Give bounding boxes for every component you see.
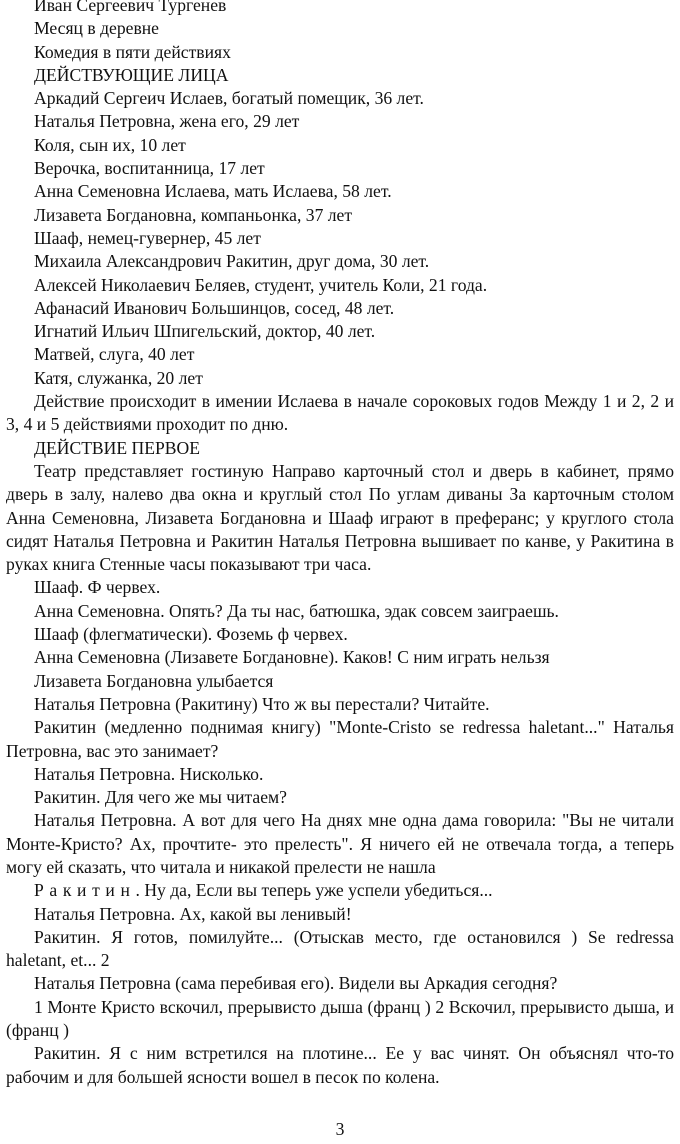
footnote: 1 Монте Кристо вскочил, прерывисто дыша (франц ) 2 Вскочил, прерывисто дыша, и (франц ) bbox=[6, 996, 674, 1041]
dialogue-line: Ракитин (медленно поднимая книгу) "Monte-Cristo se redressa haletant..." Наталья Петровна, вас это занимает? bbox=[6, 717, 674, 761]
dialogue-line: Наталья Петровна. Ах, какой вы ленивый! bbox=[34, 903, 352, 924]
page-number: 3 bbox=[335, 1119, 345, 1139]
document-page bbox=[6, 0, 674, 1089]
spaced-speaker-name: Ракитин bbox=[34, 880, 136, 901]
cast-item: Аркадий Сергеич Ислаев, богатый помещик, 36 лет. bbox=[34, 88, 424, 109]
dialogue-line: Анна Семеновна (Лизавете Богдановне). Каков! С ним играть нельзя bbox=[34, 647, 550, 668]
cast-item: Катя, служанка, 20 лет bbox=[34, 367, 203, 388]
cast-item: Матвей, слуга, 40 лет bbox=[34, 344, 195, 365]
dialogue-line: Наталья Петровна (Ракитину) Что ж вы перестали? Читайте. bbox=[34, 693, 490, 714]
dialogue-line: Лизавета Богдановна улыбается bbox=[34, 670, 274, 691]
dialogue-line: Наталья Петровна. Нисколько. bbox=[34, 763, 264, 784]
dialogue-line-spaced bbox=[6, 879, 674, 902]
dialogue-line: Шааф (флегматически). Фоземь ф червех. bbox=[34, 624, 348, 645]
author-line: Иван Сергеевич Тургенев bbox=[34, 0, 227, 15]
dialogue-line: Шааф. Ф червех. bbox=[34, 577, 161, 598]
stage-direction: Театр представляет гостиную Направо карточный стол и дверь в кабинет, прямо дверь в залу, налево два окна и круглый стол По углам диваны За карточным столом Анна Семеновна, Лизавета Богдановна и Шааф играют в преферанс; у круглого стола сидят Наталья Петровна и Ракитин Наталья Петровна вышивает по канве, у Ракитина в руках книга Стенные часы показывают три часа. bbox=[6, 460, 674, 575]
play-subtitle: Комедия в пяти действиях bbox=[34, 41, 231, 62]
dialogue-line: Наталья Петровна. А вот для чего На днях мне одна дама говорила: "Вы не читали Монте-Кристо? Ах, прочтите- это прелесть". Я ничего ей не отвечала тогда, а теперь могу ей сказать, что читала и никакой прелести не нашла bbox=[6, 810, 674, 877]
dialogue-line: Ракитин. Для чего же мы читаем? bbox=[34, 787, 287, 808]
cast-item: Афанасий Иванович Большинцов, сосед, 48 лет. bbox=[34, 297, 395, 318]
cast-item: Коля, сын их, 10 лет bbox=[34, 134, 186, 155]
dialogue-line: Наталья Петровна (сама перебивая его). Видели вы Аркадия сегодня? bbox=[34, 973, 558, 994]
cast-heading: ДЕЙСТВУЮЩИЕ ЛИЦА bbox=[34, 64, 229, 85]
cast-item: Лизавета Богдановна, компаньонка, 37 лет bbox=[34, 204, 353, 225]
cast-item: Анна Семеновна Ислаева, мать Ислаева, 58 лет. bbox=[34, 181, 392, 202]
act-heading: ДЕЙСТВИЕ ПЕРВОЕ bbox=[34, 437, 200, 458]
cast-item: Михаила Александрович Ракитин, друг дома, 30 лет. bbox=[34, 251, 430, 272]
spaced-line-text: . Ну да, Если вы теперь уже успели убедиться... bbox=[135, 880, 493, 901]
dialogue-line: Ракитин. Я с ним встретился на плотине... Ее у вас чинят. Он объяснял что-то рабочим и для большей ясности вошел в песок по колена. bbox=[6, 1043, 674, 1087]
dialogue-line: Анна Семеновна. Опять? Да ты нас, батюшка, эдак совсем заиграешь. bbox=[34, 600, 559, 621]
cast-item: Верочка, воспитанница, 17 лет bbox=[34, 158, 265, 179]
play-title: Месяц в деревне bbox=[34, 18, 159, 39]
cast-item: Игнатий Ильич Шпигельский, доктор, 40 лет. bbox=[34, 321, 376, 342]
dialogue-line: Ракитин. Я готов, помилуйте... (Отыскав место, где остановился ) Se redressa haletant, et... 2 bbox=[6, 926, 674, 971]
cast-item: Алексей Николаевич Беляев, студент, учитель Коли, 21 года. bbox=[34, 274, 488, 295]
setting-note: Действие происходит в имении Ислаева в начале сороковых годов Между 1 и 2, 2 и 3, 4 и 5 действиями проходит по дню. bbox=[6, 391, 674, 435]
cast-item: Наталья Петровна, жена его, 29 лет bbox=[34, 111, 300, 132]
cast-item: Шааф, немец-гувернер, 45 лет bbox=[34, 227, 261, 248]
